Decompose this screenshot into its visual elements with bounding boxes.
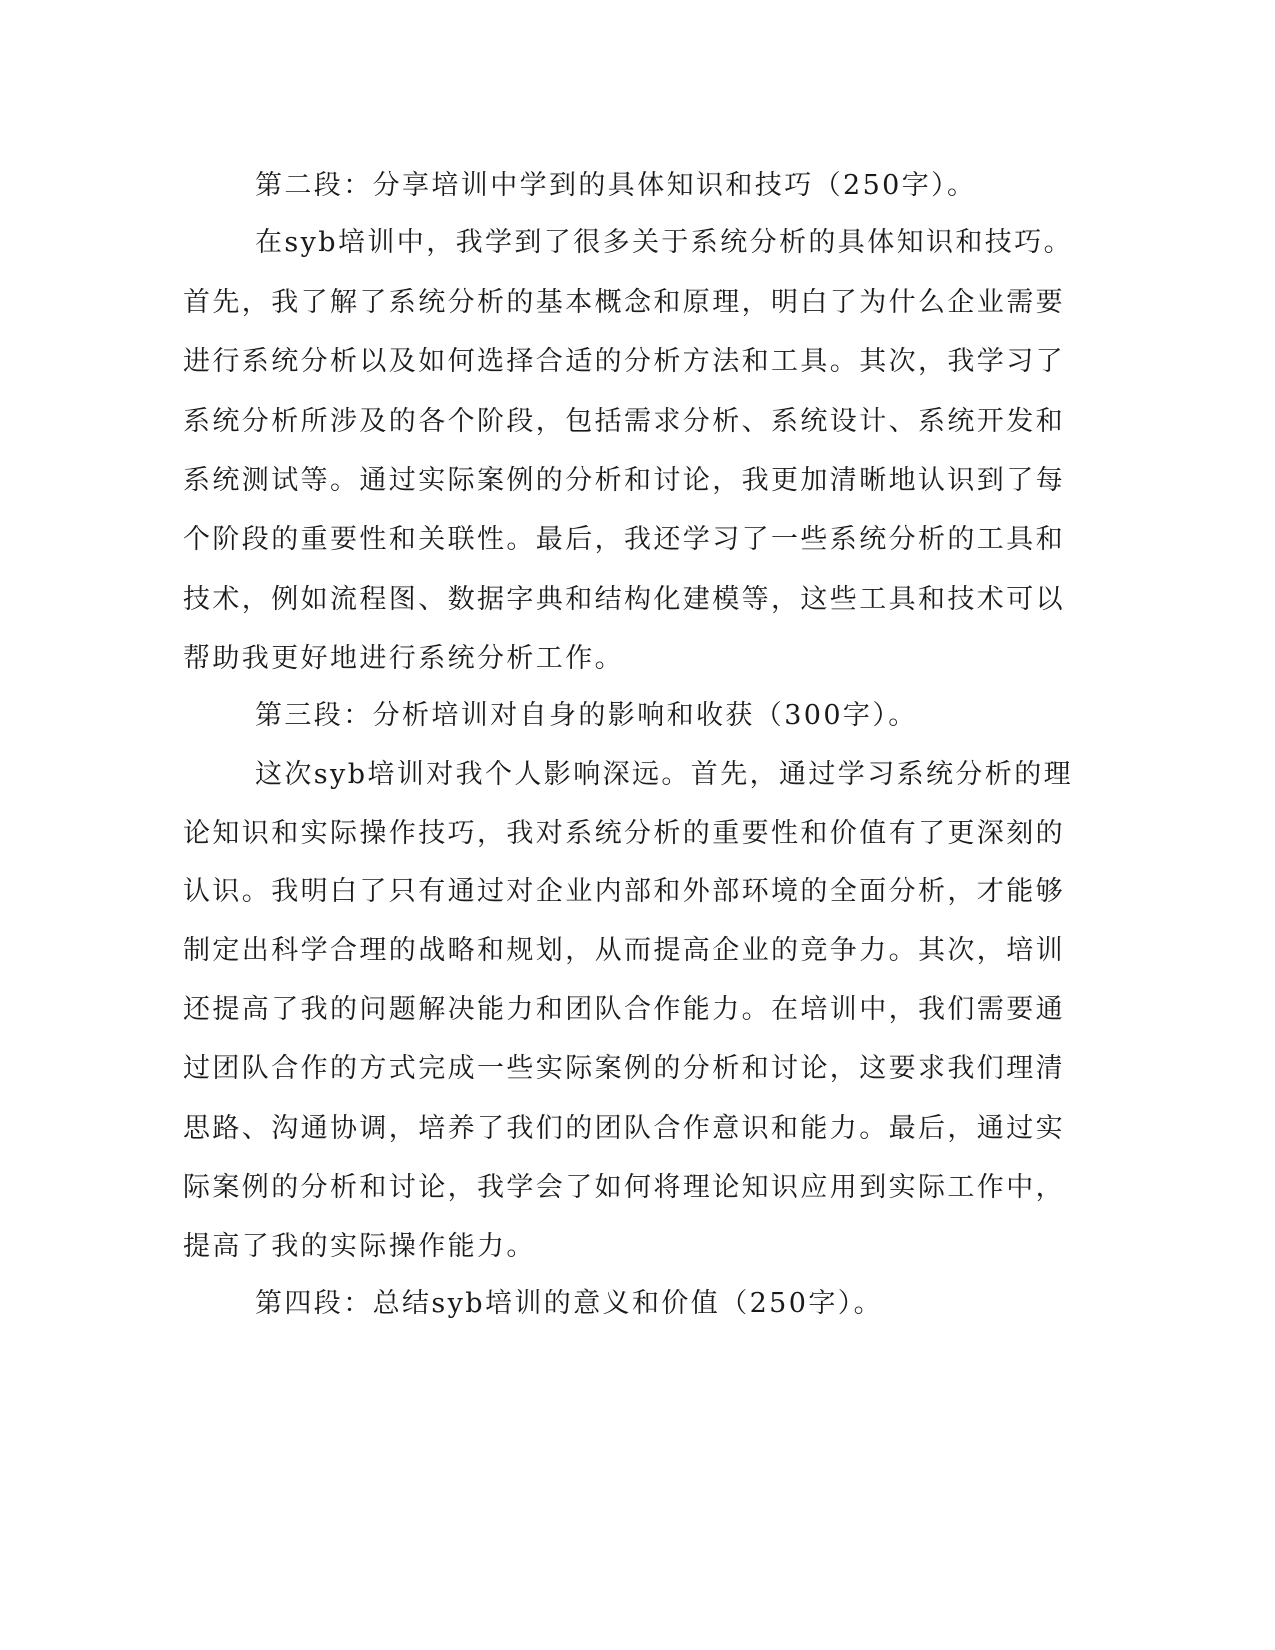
paragraph-line: 在syb培训中，我学到了很多关于系统分析的具体知识和技巧。 (255, 227, 1073, 258)
section-heading-4: 第四段：总结syb培训的意义和价值（250字）。 (255, 1288, 884, 1319)
paragraph-line: 技术，例如流程图、数据字典和结构化建模等，这些工具和技术可以 (183, 584, 1065, 615)
paragraph-line: 提高了我的实际操作能力。 (183, 1231, 536, 1262)
paragraph-line: 这次syb培训对我个人影响深远。首先，通过学习系统分析的理 (255, 759, 1073, 790)
paragraph-line: 进行系统分析以及如何选择合适的分析方法和工具。其次，我学习了 (183, 346, 1065, 377)
paragraph-line: 系统测试等。通过实际案例的分析和讨论，我更加清晰地认识到了每 (183, 465, 1065, 496)
paragraph-line: 系统分析所涉及的各个阶段，包括需求分析、系统设计、系统开发和 (183, 406, 1065, 437)
paragraph-line: 制定出科学合理的战略和规划，从而提高企业的竞争力。其次，培训 (183, 935, 1065, 966)
paragraph-line: 思路、沟通协调，培养了我们的团队合作意识和能力。最后，通过实 (183, 1113, 1065, 1144)
paragraph-line: 首先，我了解了系统分析的基本概念和原理，明白了为什么企业需要 (183, 287, 1065, 318)
section-heading-3: 第三段：分析培训对自身的影响和收获（300字）。 (255, 700, 918, 731)
paragraph-line: 帮助我更好地进行系统分析工作。 (183, 643, 624, 674)
paragraph-line: 认识。我明白了只有通过对企业内部和外部环境的全面分析，才能够 (183, 876, 1065, 907)
paragraph-line: 个阶段的重要性和关联性。最后，我还学习了一些系统分析的工具和 (183, 524, 1065, 555)
section-heading-2: 第二段：分享培训中学到的具体知识和技巧（250字）。 (255, 170, 977, 201)
paragraph-line: 际案例的分析和讨论，我学会了如何将理论知识应用到实际工作中， (183, 1172, 1065, 1203)
paragraph-line: 论知识和实际操作技巧，我对系统分析的重要性和价值有了更深刻的 (183, 818, 1065, 849)
paragraph-line: 还提高了我的问题解决能力和团队合作能力。在培训中，我们需要通 (183, 994, 1065, 1025)
paragraph-line: 过团队合作的方式完成一些实际案例的分析和讨论，这要求我们理清 (183, 1053, 1065, 1084)
